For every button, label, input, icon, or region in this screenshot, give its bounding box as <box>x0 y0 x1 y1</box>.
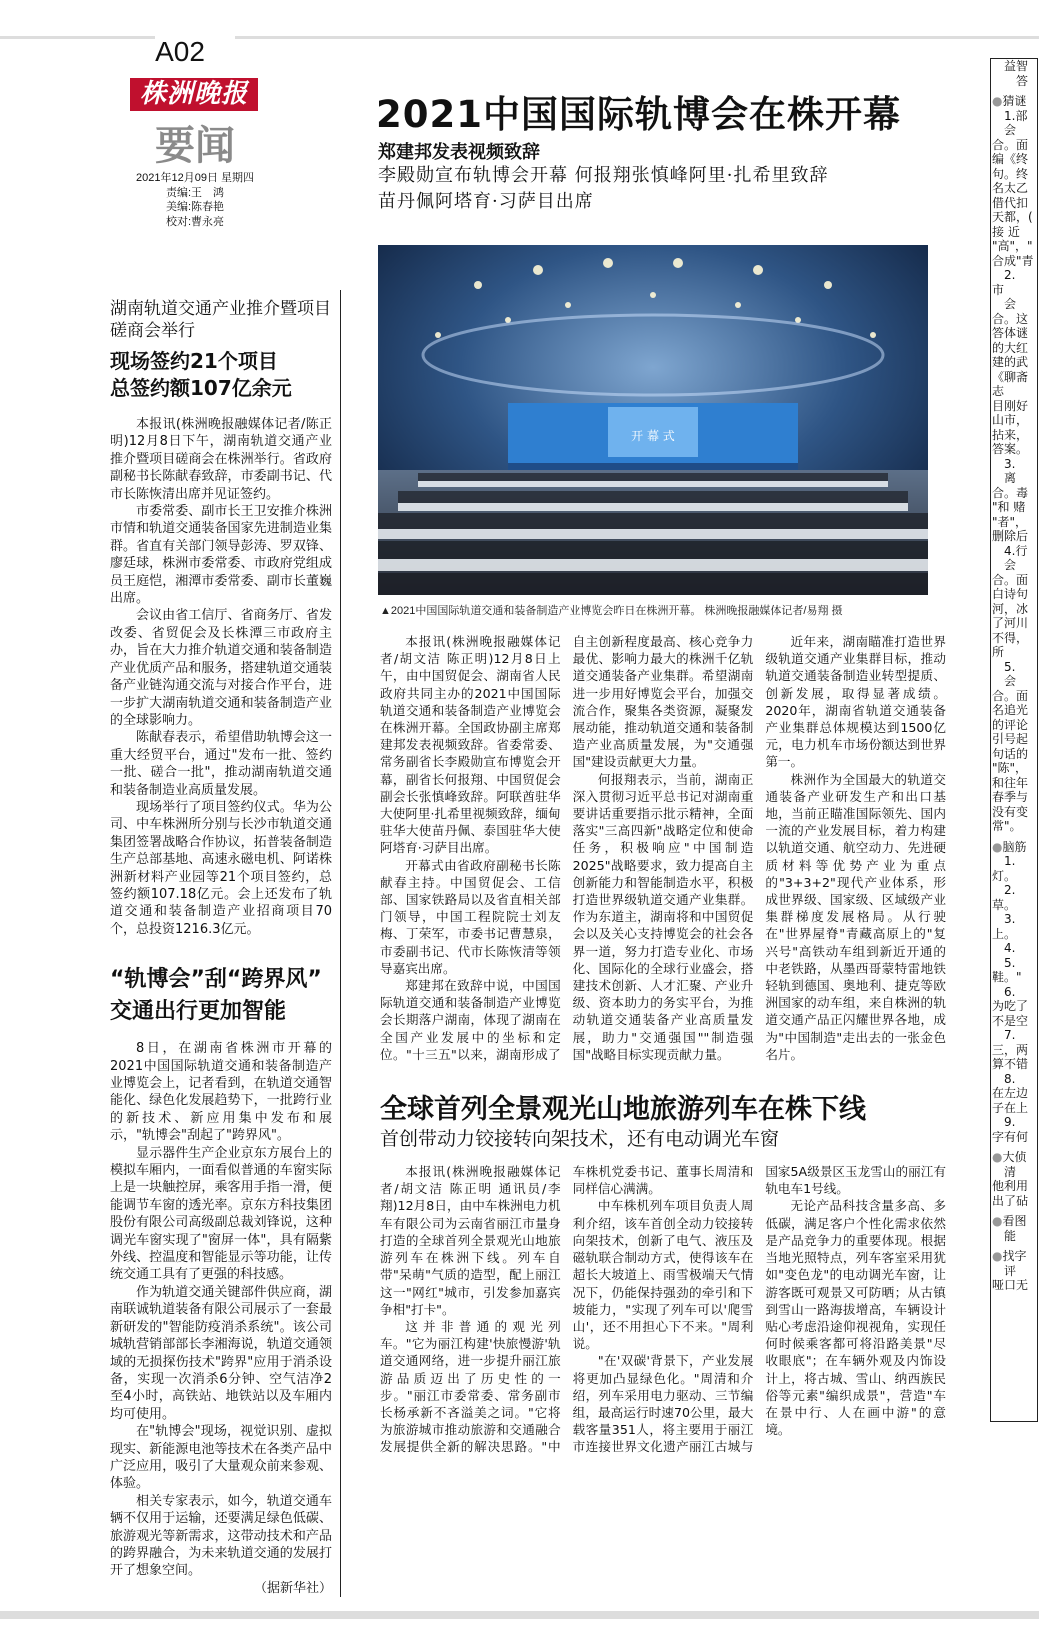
puzzle-section-heading: ● 脑筋 <box>991 840 1037 855</box>
puzzle-answer-line: 合。面 <box>992 688 1029 703</box>
designer-credit: 美编:陈春艳 <box>165 201 225 213</box>
puzzle-answer-line: 删除后 <box>992 529 1029 543</box>
puzzle-answer-line: 答案。 <box>992 442 1029 456</box>
puzzle-answer-line: 天都，( <box>992 210 1033 224</box>
puzzle-answer-line: 会 <box>992 123 1017 137</box>
puzzle-answer-line: 了河川 <box>992 616 1029 630</box>
photo-caption: ▲2021中国国际轨道交通和装备制造产业博览会昨日在株洲开幕。 株洲晚报融媒体记者/易翔 摄 <box>380 605 843 617</box>
article-headline: 总签约额107亿余元 <box>110 376 292 400</box>
tourist-train-headline: 全球首列全景观光山地旅游列车在株下线 <box>380 1094 866 1126</box>
puzzle-answer-line: 的大红 <box>992 340 1029 355</box>
paragraph: 郑建邦在致辞中说，中国国际轨道交通和装备制造产业博览会长期落户湖南，体现了湖南在全国产业发展中的坐标和定位。"十三五"以来，湖南形成了自主创新程度最高、核心竞争力最优、影响力最大的株洲千亿轨道交通装备产业集群。希望湖南进一步用好博览会平台，加强交流合作，聚集各类资源，凝聚发展动能，推动轨道交通和装备制造产业高质量发展，为"交通强国"建设贡献更大力量。 <box>380 634 754 1062</box>
paragraph: 本报讯(株洲晚报融媒体记者/陈正明)12月8日下午，湖南轨道交通产业推介暨项目磋商会在株洲举行。省政府副秘书长陈献春致辞，市委副书记、代市长陈恢清出席并见证签约。 <box>110 417 332 502</box>
section-title: 要闻 <box>155 122 235 169</box>
puzzle-answer-line: 不得，所 <box>992 630 1029 659</box>
puzzle-answer-line: 2. <box>992 268 1016 282</box>
left-article-crossover <box>110 964 332 1597</box>
puzzle-answer-line: 6. <box>992 984 1016 999</box>
puzzle-answer-line: 5. <box>992 659 1016 674</box>
paragraph: 作为轨道交通关键部件供应商，湖南联诚轨道装备有限公司展示了一套最新研发的"智能防疫消杀系统"。该公司城轨营销部部长李湘海说，轨道交通领域的无损探伤技术"跨界"应用于消杀设备，实现一次消杀6分钟、空气洁净2至4小时，高铁站、地铁站以及车厢内均可使用。 <box>110 1284 332 1422</box>
puzzle-answer-line: 8. <box>992 1071 1016 1086</box>
article-headline: 现场签约21个项目 <box>110 349 278 373</box>
puzzle-answer-line: 借代扣 <box>992 195 1029 210</box>
puzzle-answer-line: 《聊斋志 <box>992 369 1029 398</box>
paragraph: 本报讯(株洲晚报融媒体记者/胡文洁 陈正明 通讯员/李翔)12月8日，由中车株洲电力机车有限公司为云南省丽江市量身打造的全球首列全景观光山地旅游列车在株洲下线。列车自带"呆萌"气质的造型，配上丽江这一"网红"城市，引发参加嘉宾争相"打卡"。 <box>380 1164 561 1317</box>
paragraph: "在'双碳'背景下，产业发展将更加凸显绿色化。"周清和介绍，列车采用电力驱动、三节编组，最高运行时速70公里，最大载客量351人，将主要用于丽江市连接世界文化遗产丽江古城与国家5A级景区玉龙雪山的丽江有轨电车1号线。 <box>572 1164 946 1455</box>
puzzle-answer-line: 拈来， <box>992 427 1029 442</box>
left-column <box>110 298 332 1597</box>
puzzle-answer-line: 1.部 <box>992 108 1028 123</box>
puzzle-answer-line: 在左边 <box>992 1086 1029 1100</box>
paragraph: 会议由省工信厅、省商务厅、省发改委、省贸促会及长株潭三市政府主办，旨在大力推介轨道交通和装备制造产业优质产品和服务，搭建轨道交通装备产业链沟通交流与对接合作平台，进一步扩大湖南轨道交通和装备制造产业的全球影响力。 <box>110 608 332 728</box>
puzzle-answer-line: 草。 <box>992 897 1017 912</box>
main-subhead: 郑建邦发表视频致辞 <box>378 142 540 163</box>
puzzle-answer-line: 2. <box>992 883 1016 897</box>
paragraph: 株洲作为全国最大的轨道交通装备产业研发生产和出口基地，当前正瞄准国际领先、国内一流的产业发展目标，着力构建以轨道交通、航空动力、先进硬质材料等优势产业为重点的"3+3+2"现代产业体系，形成世界级、国家级、区域级产业集群梯度发展格局。从行驶在"世界屋脊"青藏高原上的"复兴号"高铁动车组到新近开通的中老铁路，从墨西哥蒙特雷地铁轻轨到德国、奥地利、捷克等欧洲国家的动车组，来自株洲的轨道交通产品正闪耀世界各地，成为"中国制造"走出去的一张金色名片。 <box>765 771 946 1062</box>
main-headline: 2021中国国际轨博会在株开幕 <box>376 93 901 136</box>
puzzle-answer-line: 3. <box>992 912 1016 926</box>
puzzle-answer-line: 名追光 <box>992 703 1029 717</box>
puzzle-answer-line: 的评论 <box>992 717 1029 732</box>
paragraph: 这并非普通的观光列车。"它为丽江构建'快旅慢游'轨道交通网络，进一步提升丽江旅游品质迈出了历史性的一步。"丽江市委常委、常务副市长杨承新不吝溢美之词。"它将为旅游城市推动旅游和交通融合发展提供全新的解决思路。"中车株机党委书记、董事长周清和同样信心满满。 <box>380 1164 754 1455</box>
opening-ceremony-photo <box>378 245 928 595</box>
puzzle-answer-line: 哑口无 <box>992 1278 1029 1292</box>
puzzle-answer-line: 合。这 <box>992 311 1029 326</box>
paragraph: 近年来，湖南瞄准打造世界级轨道交通产业集群目标，推动轨道交通装备制造业转型提质、创新发展，取得显著成绩。2020年，湖南省轨道交通装备产业集群总体规模达到1500亿元，电力机车市场份额达到世界第一。 <box>765 634 946 770</box>
puzzle-answer-line: 1. <box>992 854 1016 868</box>
editor-credit: 责编:王 鸿 <box>165 186 225 199</box>
puzzle-answer-line: 7. <box>992 1028 1016 1042</box>
top-rule-left <box>0 36 155 39</box>
tourist-train-body <box>380 1163 946 1455</box>
puzzle-answer-line: 白诗句 <box>992 587 1029 601</box>
puzzle-answer-line: 4. <box>992 941 1016 955</box>
proofreader-credit: 校对:曹永亮 <box>165 215 225 228</box>
puzzle-answer-line: 名太乙 <box>992 181 1029 195</box>
page-number: A02 <box>155 36 205 67</box>
puzzle-answer-line: 三，两 <box>992 1042 1029 1057</box>
paragraph: 相关专家表示，如今，轨道交通车辆不仅用于运输，还要满足绿色低碳、旅游观光等新需求，这带动技术和产品的跨界融合，为未来轨道交通的发展打开了想象空间。 <box>110 1493 332 1579</box>
puzzle-answer-line: 春季与 <box>992 790 1029 804</box>
puzzle-answer-line: 和往年 <box>992 775 1029 790</box>
puzzle-answer-line: 句话的 <box>992 746 1029 761</box>
puzzle-answer-line: 上。 <box>992 926 1017 941</box>
puzzle-answer-line: 合成"青 <box>992 253 1034 268</box>
puzzle-answer-line: 评 <box>992 1263 1017 1278</box>
puzzle-answer-line: 常"。 <box>992 819 1022 833</box>
puzzle-answer-line: "者"， <box>992 514 1028 529</box>
puzzle-answer-line: "和 赌 <box>992 500 1026 514</box>
paragraph: 何报翔表示，当前，湖南正深入贯彻习近平总书记对湖南重要讲话重要指示批示精神，全面落实"三高四新"战略定位和使命任务，积极响应"中国制造2025"战略要求，致力提高自主创新能力和智能制造水平，积极打造世界级轨道交通产业集群。作为东道主，湖南将和中国贸促会以及关心支持博览会的社会各界一道，努力打造专业化、市场化、国际化的全球行业盛会，搭建技术创新、人才汇聚、产业升级、资本助力的务实平台，为推动轨道交通装备产业高质量发展，助力"交通强国""制造强国"战略目标实现贡献力量。 <box>572 771 754 1062</box>
puzzle-answer-line: 会 <box>992 558 1017 572</box>
paragraph: 8日，在湖南省株洲市开幕的2021中国国际轨道交通和装备制造产业博览会上，记者看到，在轨道交通智能化、绿色化发展趋势下，一批跨行业的新技术、新应用集中发布和展示，"轨博会"刮起了"跨界风"。 <box>110 1041 332 1144</box>
puzzle-answer-line: 3. <box>992 456 1016 471</box>
puzzle-answers-column <box>990 58 1038 1422</box>
puzzle-section-heading: ● 大侦 <box>991 1150 1037 1165</box>
subhead-line: 苗丹佩阿塔育·习萨目出席 <box>378 191 594 212</box>
paragraph: 显示器件生产企业京东方展台上的模拟车厢内，一面看似普通的车窗实际上是一块触控屏，乘客用手指一滑，便能调节车窗的透光率。京东方科技集团股份有限公司高级副总裁刘锋说，这种调光车窗实现了"窗屏一体"，具有隔紫外线、控温度和智能显示等功能，让传统交通工具有了更强的科技感。 <box>110 1145 332 1283</box>
puzzle-answer-line: 4.行 <box>992 543 1028 558</box>
puzzle-answer-line: 会 <box>992 674 1017 688</box>
subhead-line: 李殿勋宣布轨博会开幕 何报翔张慎峰阿里·扎希里致辞 <box>378 165 829 186</box>
puzzle-answer-line: 没有变 <box>992 804 1029 819</box>
puzzle-answer-line: 山市， <box>992 413 1029 427</box>
article-headline: 交通出行更加智能 <box>110 999 287 1025</box>
puzzle-answer-line: 接 近 <box>992 224 1020 239</box>
right-flow <box>380 633 946 1456</box>
left-article-signing <box>110 298 332 938</box>
paragraph: 市委常委、副市长王卫安推介株洲市情和轨道交通装备国家先进制造业集群。省直有关部门领导彭涛、罗双锋、廖廷球，株洲市委常委、市政府党组成员王庭恺，湘潭市委常委、副市长董巍出席。 <box>110 504 332 607</box>
puzzle-answer-line: "高"，" <box>992 239 1033 253</box>
puzzle-answer-line: 离 <box>992 471 1017 485</box>
puzzle-answer-line: 5. <box>992 955 1016 970</box>
puzzle-answer-line: "陈"， <box>992 761 1028 775</box>
puzzle-section-heading: ● 猜谜 <box>991 94 1037 109</box>
puzzle-answer-line: 字有何 <box>992 1129 1029 1144</box>
puzzle-answer-line: 益智 <box>992 59 1029 73</box>
main-subhead-secondary <box>378 163 978 215</box>
puzzle-answer-line: 为吃了 <box>992 999 1029 1013</box>
article-kicker: 湖南轨道交通产业推介暨项目磋商会举行 <box>110 299 331 340</box>
puzzle-answer-line: 不是空 <box>992 1013 1029 1028</box>
puzzle-answer-line: 灯。 <box>992 868 1017 883</box>
paragraph: 在"轨博会"现场，视觉识别、虚拟现实、新能源电池等技术在各类产品中广泛应用，吸引了大量观众前来参观、体验。 <box>110 1424 332 1492</box>
puzzle-answer-line: 清 <box>992 1164 1017 1179</box>
puzzle-answer-line: 句。终 <box>992 166 1029 181</box>
puzzle-answer-line: 会 <box>992 297 1017 311</box>
puzzle-answer-line: 能 <box>992 1228 1017 1243</box>
puzzle-answer-line: 9. <box>992 1115 1016 1129</box>
puzzle-answer-line: 引号起 <box>992 732 1029 746</box>
puzzle-answer-line: 建的武 <box>992 355 1029 369</box>
bottom-rule <box>0 1611 1039 1619</box>
puzzle-answer-line: 子在上 <box>992 1100 1029 1115</box>
puzzle-answer-line: 出了砧 <box>992 1193 1029 1208</box>
puzzle-section-heading: ● 看图 <box>991 1214 1037 1229</box>
paragraph: 现场举行了项目签约仪式。华为公司、中车株洲所分别与长沙市轨道交通集团签署战略合作协议，拓普装备制造生产总部基地、高速永磁电机、阿诺株洲新材料产业园等21个项目签约，总签约额107.18亿元。会上还发布了轨道交通和装备制造产业招商项目70个，总投资1216.3亿元。 <box>110 799 332 937</box>
article-source: （据新华社） <box>253 1580 332 1596</box>
puzzle-answer-line: 合。面 <box>992 572 1029 587</box>
newspaper-logo: 株洲晚报 <box>130 78 258 111</box>
puzzle-answer-line: 答体谜 <box>992 326 1029 340</box>
puzzle-answer-line: 鞋。" <box>992 970 1022 984</box>
paragraph: 中车株机列车项目负责人周利介绍，该车首创全动力铰接转向架技术，创新了电气、液压及磁轨联合制动方式，使得该车在超长大坡道上、雨雪极端天气情况下，仍能保持强劲的牵引和下坡能力，"实现了列车可以'爬雪山'，还不用担心下不来。"周利说。 <box>572 1198 754 1352</box>
stage-screen-text: 开 幕 式 <box>631 429 675 443</box>
puzzle-answer-line: 河，冰 <box>992 601 1029 616</box>
column-divider <box>340 290 341 1597</box>
paragraph: 开幕式由省政府副秘书长陈献春主持。中国贸促会、工信部、国家铁路局以及省直相关部门领导，中国工程院院士刘友梅、丁荣军，市委书记曹慧泉，市委副书记、代市长陈恢清等领导嘉宾出席。 <box>380 857 561 976</box>
paragraph: 无论产品科技含量多高、多低碳，满足客户个性化需求依然是产品竞争力的重要体现。根据当地光照特点，列车客室采用犹如"变色龙"的电动调光车窗，让游客既可观景又可防晒；从古镇到雪山一路海拔增高，车辆设计贴心考虑沿途仰视视角，实现任何时候乘客都可将沿路美景"尽收眼底"；在车辆外观及内饰设计上，将古城、雪山、纳西族民俗等元素"编织成景"，营造"车在景中行、人在画中游"的意境。 <box>765 1198 946 1438</box>
issue-date: 2021年12月09日 星期四 <box>136 172 254 184</box>
masthead-meta <box>120 171 270 229</box>
puzzle-answer-line: 算不错 <box>992 1057 1029 1071</box>
puzzle-answer-line: 合。毒 <box>992 485 1029 500</box>
puzzle-answer-line: 编《终 <box>992 152 1029 166</box>
main-article-body <box>380 633 946 1063</box>
puzzle-answer-line: 他利用 <box>992 1179 1029 1193</box>
tourist-train-subhead: 首创带动力铰接转向架技术，还有电动调光车窗 <box>380 1129 780 1151</box>
puzzle-section-heading: ● 找字 <box>991 1249 1037 1264</box>
article-headline: “轨博会”刮“跨界风” <box>110 967 322 993</box>
puzzle-answer-line: 市 <box>992 282 1005 297</box>
paragraph: 本报讯(株洲晚报融媒体记者/胡文洁 陈正明)12月8日上午，由中国贸促会、湖南省人民政府共同主办的2021中国国际轨道交通和装备制造产业博览会在株洲开幕。全国政协副主席郑建邦发表视频致辞。省委常委、常务副省长李殿勋宣布博览会开幕，副省长何报翔、中国贸促会副会长张慎峰致辞。阿联酋驻华大使阿里·扎希里视频致辞，缅甸驻华大使苗丹佩、泰国驻华大使阿塔育·习萨目出席。 <box>380 634 561 856</box>
puzzle-answer-line: 合。面 <box>992 137 1029 152</box>
paragraph: 陈献春表示，希望借助轨博会这一重大经贸平台，通过"发布一批、签约一批、磋合一批"，推动湖南轨道交通和装备制造业高质量发展。 <box>110 730 332 798</box>
puzzle-answer-line: 目刚好 <box>992 398 1029 413</box>
puzzle-answer-line: 答 <box>992 73 1029 88</box>
top-rule-right <box>235 36 1039 39</box>
